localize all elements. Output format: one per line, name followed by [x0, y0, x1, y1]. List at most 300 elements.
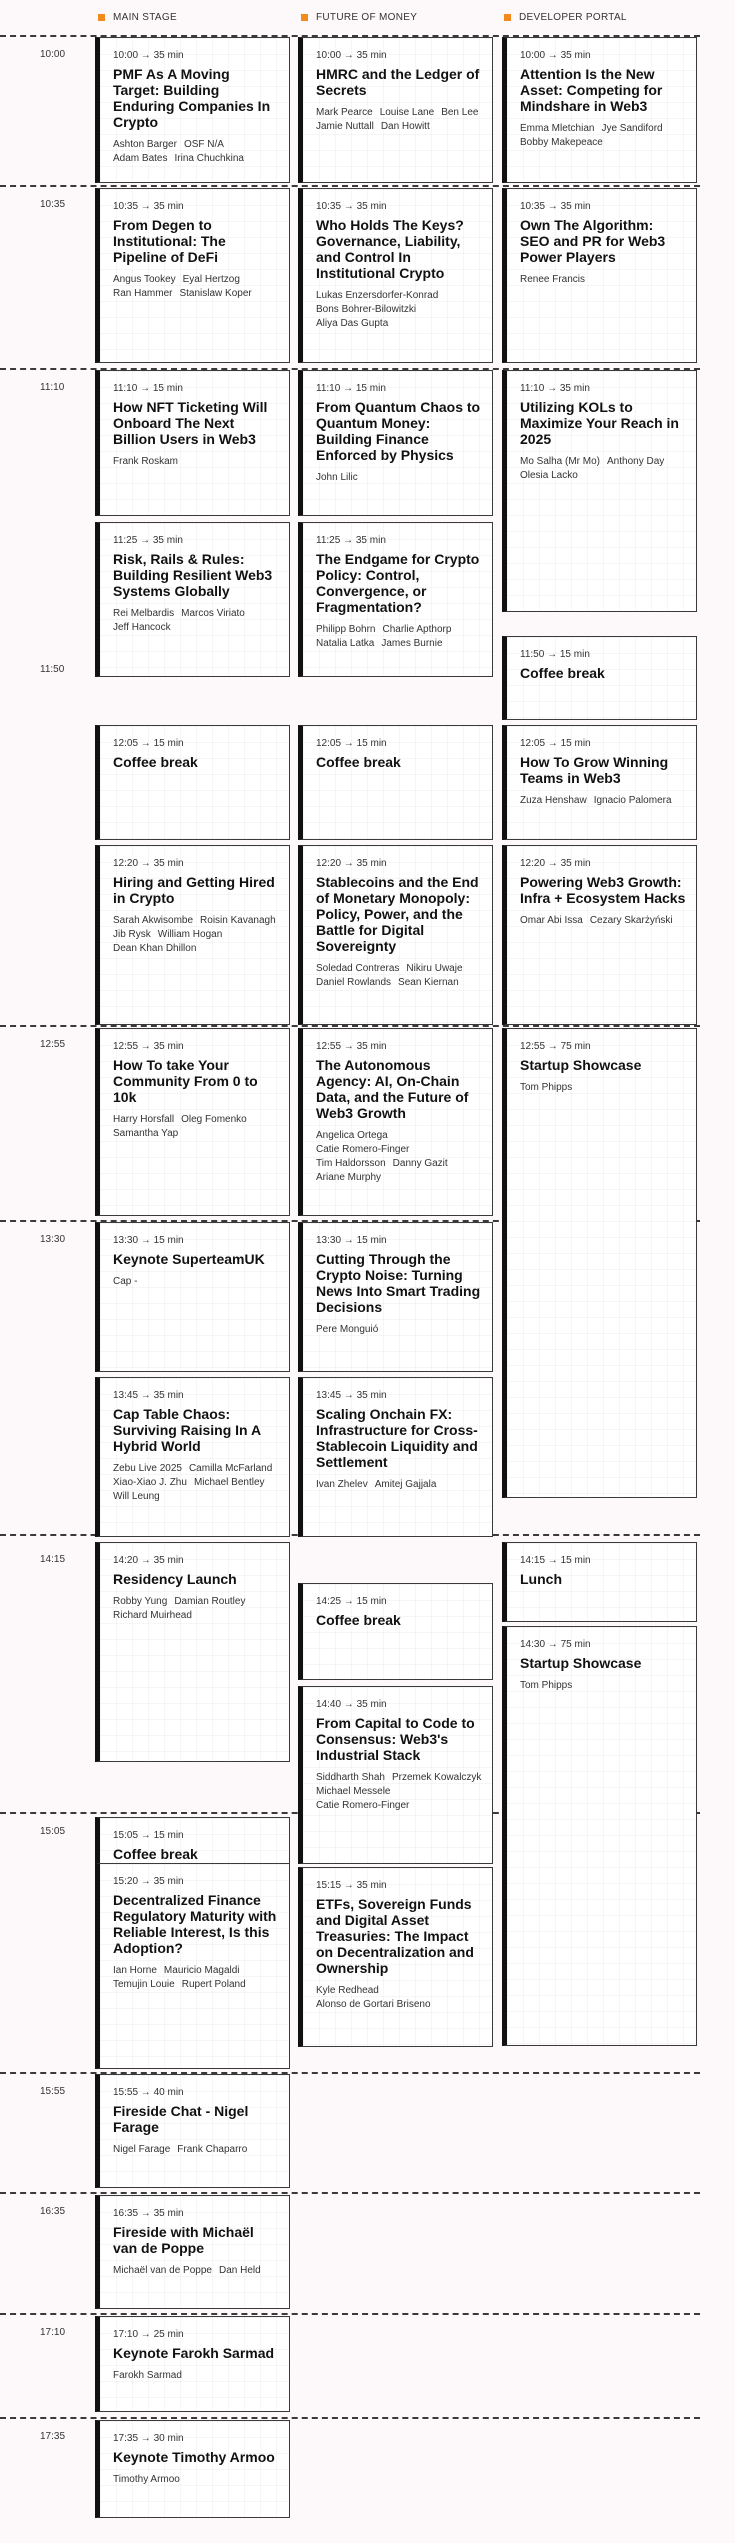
time-label: 15:55 [40, 2086, 66, 2097]
session-card[interactable] [95, 188, 290, 363]
speaker-name[interactable]: Dan Held [218, 2265, 261, 2276]
session-card[interactable] [298, 370, 493, 516]
session-start-time: 11:25 [316, 535, 341, 546]
speaker-name[interactable]: Cezary Skarżyński [589, 915, 673, 926]
speaker-name[interactable]: Tom Phipps [520, 1082, 573, 1093]
session-title[interactable]: Startup Showcase [520, 1057, 642, 1073]
speaker-name[interactable]: Ariane Murphy [316, 1172, 382, 1183]
session-start-time: 12:05 [113, 738, 139, 749]
arrow-icon: → [341, 858, 357, 869]
session-title[interactable]: Cutting Through the Crypto Noise: Turning News Into Smart Trading Decisions [316, 1251, 481, 1315]
speaker-name[interactable]: Catie Romero-Finger [316, 1144, 410, 1155]
session-time-duration [316, 1390, 482, 1401]
arrow-icon: → [545, 858, 561, 869]
speaker-name[interactable]: Philipp Bohrn [316, 624, 376, 635]
session-start-time: 10:35 [113, 201, 139, 212]
speaker-list [113, 607, 279, 635]
session-time-duration [316, 738, 482, 749]
speaker-name[interactable]: Emma Mletchian [520, 123, 595, 134]
session-start-time: 11:10 [316, 383, 341, 394]
time-divider [0, 2417, 700, 2419]
speaker-list [520, 122, 686, 150]
speaker-name[interactable]: Marcos Viriato [181, 608, 245, 619]
speaker-name[interactable]: Danny Gazit [392, 1158, 448, 1169]
session-start-time: 14:25 [316, 1596, 342, 1607]
speaker-name[interactable]: Camilla McFarland [188, 1463, 273, 1474]
speaker-name[interactable]: Soledad Contreras [316, 963, 400, 974]
session-start-time: 10:35 [316, 201, 342, 212]
session-title[interactable]: Decentralized Finance Regulatory Maturity with Reliable Interest, Is this Adoption? [113, 1892, 277, 1956]
session-duration: 15 min [153, 738, 184, 749]
session-start-time: 17:35 [113, 2433, 139, 2444]
session-title[interactable]: How To take Your Community From 0 to 10k [113, 1057, 258, 1105]
session-time-duration [316, 535, 482, 546]
session-card[interactable] [502, 725, 697, 840]
speaker-name[interactable]: Cap - [113, 1276, 138, 1287]
speaker-name[interactable]: Xiao-Xiao J. Zhu [113, 1477, 187, 1488]
session-time-duration [113, 50, 279, 61]
session-time-duration [520, 383, 686, 394]
session-duration: 15 min [153, 1235, 184, 1246]
speaker-list [113, 1964, 279, 1992]
speaker-name[interactable]: Ben Lee [441, 107, 479, 118]
session-card[interactable] [298, 1686, 493, 1864]
speaker-list [316, 1771, 482, 1813]
session-title[interactable]: Coffee break [316, 1612, 401, 1628]
speaker-name[interactable]: Will Leung [113, 1491, 160, 1502]
speaker-name[interactable]: Catie Romero-Finger [316, 1800, 410, 1811]
track-marker-icon [98, 14, 105, 21]
session-card[interactable] [502, 1542, 697, 1622]
session-time-duration [113, 2087, 279, 2098]
speaker-name[interactable]: Tim Haldorsson [316, 1158, 386, 1169]
arrow-icon: → [341, 50, 357, 61]
arrow-icon: → [138, 858, 154, 869]
session-card[interactable] [298, 1583, 493, 1680]
arrow-icon: → [545, 1555, 561, 1566]
session-start-time: 14:15 [520, 1555, 546, 1566]
speaker-name[interactable]: Bons Bohrer-Bilowitzki [316, 304, 417, 315]
session-duration: 40 min [153, 2087, 184, 2098]
session-title[interactable]: From Quantum Chaos to Quantum Money: Building Finance Enforced by Physics [316, 399, 481, 463]
arrow-icon: → [138, 1235, 154, 1246]
arrow-icon: → [340, 535, 356, 546]
session-title[interactable]: Coffee break [113, 1846, 198, 1862]
session-title[interactable]: The Endgame for Crypto Policy: Control, Convergence, or Fragmentation? [316, 551, 480, 615]
session-duration: 35 min [356, 1390, 387, 1401]
session-start-time: 12:20 [113, 858, 139, 869]
speaker-name[interactable]: William Hogan [157, 929, 223, 940]
speaker-name[interactable]: Michael Messele [316, 1786, 391, 1797]
track-label: MAIN STAGE [113, 11, 177, 23]
speaker-name[interactable]: Aliya Das Gupta [316, 318, 389, 329]
session-card[interactable] [298, 188, 493, 363]
arrow-icon: → [138, 2329, 154, 2340]
session-title[interactable]: How NFT Ticketing Will Onboard The Next Billion Users in Web3 [113, 399, 268, 447]
speaker-name[interactable]: Przemek Kowalczyk [391, 1772, 482, 1783]
session-title[interactable]: Keynote SuperteamUK [113, 1251, 265, 1267]
session-title[interactable]: From Capital to Code to Consensus: Web3's Industrial Stack [316, 1715, 475, 1763]
speaker-name[interactable]: Dan Howitt [380, 121, 430, 132]
time-label: 17:35 [40, 2431, 66, 2442]
speaker-name[interactable]: Olesia Lacko [520, 470, 578, 481]
time-label: 10:00 [40, 49, 66, 60]
speaker-name[interactable]: Frank Chaparro [177, 2144, 248, 2155]
speaker-name[interactable]: Mo Salha (Mr Mo) [520, 456, 601, 467]
session-title[interactable]: From Degen to Institutional: The Pipeline of DeFi [113, 217, 226, 265]
session-duration: 75 min [560, 1639, 591, 1650]
time-label: 11:50 [40, 664, 65, 675]
session-duration: 15 min [560, 738, 591, 749]
speaker-name[interactable]: Michaël van de Poppe [113, 2265, 212, 2276]
speaker-name[interactable]: Omar Abi Issa [520, 915, 583, 926]
session-time-duration [520, 1041, 686, 1052]
session-start-time: 14:20 [113, 1555, 139, 1566]
session-duration: 35 min [355, 535, 386, 546]
speaker-name[interactable]: Amitej Gajjala [374, 1479, 437, 1490]
speaker-name[interactable]: Stanislaw Koper [179, 288, 252, 299]
session-start-time: 12:55 [520, 1041, 546, 1052]
speaker-list [316, 106, 482, 134]
speaker-name[interactable]: Richard Muirhead [113, 1610, 192, 1621]
session-start-time: 13:30 [316, 1235, 342, 1246]
speaker-name[interactable]: Mark Pearce [316, 107, 373, 118]
session-duration: 35 min [153, 858, 184, 869]
speaker-name[interactable]: Samantha Yap [113, 1128, 179, 1139]
session-start-time: 12:55 [113, 1041, 139, 1052]
speaker-name[interactable]: Zuza Henshaw [520, 795, 587, 806]
session-title[interactable]: Attention Is the New Asset: Competing for Mindshare in Web3 [520, 66, 663, 114]
session-start-time: 12:20 [520, 858, 546, 869]
session-time-duration [316, 383, 482, 394]
session-card[interactable] [95, 1863, 290, 2069]
speaker-name[interactable]: Farokh Sarmad [113, 2370, 182, 2381]
session-title[interactable]: Lunch [520, 1571, 562, 1587]
arrow-icon: → [138, 1390, 154, 1401]
session-time-duration [520, 50, 686, 61]
session-time-duration [316, 1041, 482, 1052]
speaker-name[interactable]: Oleg Fomenko [181, 1114, 247, 1125]
session-time-duration [113, 2433, 279, 2444]
session-title[interactable]: Keynote Timothy Armoo [113, 2449, 275, 2465]
session-title[interactable]: Fireside with Michaël van de Poppe [113, 2224, 254, 2256]
session-duration: 15 min [356, 1596, 387, 1607]
speaker-name[interactable]: Eyal Hertzog [182, 274, 240, 285]
speaker-list [316, 1984, 482, 2012]
speaker-name[interactable]: Zebu Live 2025 [113, 1463, 182, 1474]
session-card[interactable] [95, 725, 290, 840]
speaker-name[interactable]: Kyle Redhead [316, 1985, 379, 1996]
session-title[interactable]: Fireside Chat - Nigel Farage [113, 2103, 249, 2135]
arrow-icon: → [341, 1880, 357, 1891]
session-start-time: 13:45 [113, 1390, 139, 1401]
speaker-name[interactable]: Mauricio Magaldi [163, 1965, 240, 1976]
session-start-time: 12:55 [316, 1041, 342, 1052]
session-duration: 35 min [560, 50, 591, 61]
session-duration: 15 min [356, 1235, 387, 1246]
speaker-name[interactable]: Louise Lane [379, 107, 435, 118]
session-card[interactable] [298, 725, 493, 840]
speaker-name[interactable]: Pere Monguió [316, 1324, 379, 1335]
speaker-list [113, 1595, 279, 1623]
session-card[interactable] [95, 1028, 290, 1216]
session-title[interactable]: Cap Table Chaos: Surviving Raising In A Hybrid World [113, 1406, 261, 1454]
session-duration: 15 min [560, 1555, 591, 1566]
session-title[interactable]: Own The Algorithm: SEO and PR for Web3 Power Players [520, 217, 666, 265]
time-divider [0, 2313, 700, 2315]
arrow-icon: → [341, 1041, 357, 1052]
session-card[interactable] [502, 37, 697, 183]
session-card[interactable] [298, 1377, 493, 1537]
session-duration: 35 min [559, 383, 590, 394]
speaker-name[interactable]: Alonso de Gortari Briseno [316, 1999, 431, 2010]
session-card[interactable] [502, 188, 697, 363]
session-title[interactable]: Powering Web3 Growth: Infra + Ecosystem Hacks [520, 874, 686, 906]
session-title[interactable]: Startup Showcase [520, 1655, 642, 1671]
speaker-name[interactable]: Renee Francis [520, 274, 586, 285]
speaker-name[interactable]: Damian Routley [174, 1596, 246, 1607]
session-time-duration [113, 1555, 279, 1566]
arrow-icon: → [138, 201, 154, 212]
speaker-name[interactable]: Roisin Kavanagh [200, 915, 276, 926]
session-duration: 15 min [153, 1830, 184, 1841]
session-start-time: 10:00 [316, 50, 342, 61]
track-label: FUTURE OF MONEY [316, 11, 418, 23]
speaker-name[interactable]: Ran Hammer [113, 288, 173, 299]
session-start-time: 10:00 [113, 50, 139, 61]
arrow-icon: → [341, 1235, 357, 1246]
speaker-name[interactable]: Anthony Day [607, 456, 665, 467]
speaker-list [113, 1462, 279, 1504]
speaker-list [316, 962, 482, 990]
speaker-name[interactable]: Charlie Apthorp [382, 624, 452, 635]
speaker-name[interactable]: John Lilic [316, 472, 358, 483]
speaker-name[interactable]: Robby Yung [113, 1596, 168, 1607]
session-card[interactable] [95, 1222, 290, 1372]
session-title[interactable]: Who Holds The Keys? Governance, Liability, and Control In Institutional Crypto [316, 217, 464, 281]
speaker-name[interactable]: Jye Sandiford [601, 123, 663, 134]
session-time-duration [520, 738, 686, 749]
speaker-name[interactable]: Ian Horne [113, 1965, 157, 1976]
arrow-icon: → [544, 383, 560, 394]
session-start-time: 14:40 [316, 1699, 342, 1710]
session-title[interactable]: Residency Launch [113, 1571, 237, 1587]
speaker-name[interactable]: Natalia Latka [316, 638, 375, 649]
session-card[interactable] [95, 2195, 290, 2309]
session-card[interactable] [95, 2420, 290, 2518]
session-time-duration [520, 649, 686, 660]
speaker-name[interactable]: Harry Horsfall [113, 1114, 175, 1125]
session-card[interactable] [95, 37, 290, 183]
session-duration: 35 min [153, 1555, 184, 1566]
speaker-list [316, 1129, 482, 1185]
speaker-name[interactable]: Michael Bentley [193, 1477, 265, 1488]
time-label: 16:35 [40, 2206, 66, 2217]
session-time-duration [316, 1880, 482, 1891]
session-title[interactable]: The Autonomous Agency: AI, On-Chain Data, and the Future of Web3 Growth [316, 1057, 469, 1121]
session-duration: 35 min [153, 1390, 184, 1401]
speaker-list [113, 2369, 279, 2383]
session-card[interactable] [95, 370, 290, 516]
speaker-name[interactable]: Tom Phipps [520, 1680, 573, 1691]
session-card[interactable] [502, 845, 697, 1025]
session-time-duration [520, 858, 686, 869]
session-title[interactable]: Coffee break [113, 754, 198, 770]
speaker-name[interactable]: Temujin Louie [113, 1979, 175, 1990]
speaker-name[interactable]: Jeff Hancock [113, 622, 171, 633]
speaker-name[interactable]: Dean Khan Dhillon [113, 943, 197, 954]
speaker-name[interactable]: Angelica Ortega [316, 1130, 388, 1141]
session-duration: 30 min [153, 2433, 184, 2444]
speaker-name[interactable]: Ashton Barger [113, 139, 177, 150]
time-label: 13:30 [40, 1234, 66, 1245]
session-time-duration [113, 858, 279, 869]
arrow-icon: → [138, 1830, 154, 1841]
session-duration: 35 min [153, 2208, 184, 2219]
speaker-name[interactable]: Jamie Nuttall [316, 121, 374, 132]
session-card[interactable] [95, 2316, 290, 2412]
session-time-duration [316, 1699, 482, 1710]
session-card[interactable] [298, 37, 493, 183]
time-label: 14:15 [40, 1554, 66, 1565]
speaker-name[interactable]: Ignacio Palomera [593, 795, 672, 806]
speaker-list [520, 1679, 686, 1693]
session-title[interactable]: Risk, Rails & Rules: Building Resilient Web3 Systems Globally [113, 551, 273, 599]
session-duration: 15 min [152, 383, 183, 394]
speaker-list [113, 273, 279, 301]
speaker-list [113, 1113, 279, 1141]
arrow-icon: → [341, 1596, 357, 1607]
session-duration: 35 min [152, 535, 183, 546]
session-title[interactable]: Scaling Onchain FX: Infrastructure for Cross-Stablecoin Liquidity and Settlement [316, 1406, 478, 1470]
speaker-name[interactable]: Daniel Rowlands [316, 977, 392, 988]
session-card[interactable] [298, 1867, 493, 2047]
speaker-list [113, 2264, 279, 2278]
speaker-name[interactable]: Bobby Makepeace [520, 137, 603, 148]
session-start-time: 11:25 [113, 535, 138, 546]
speaker-name[interactable]: Nikiru Uwaje [406, 963, 463, 974]
arrow-icon: → [138, 1876, 154, 1887]
session-title[interactable]: Hiring and Getting Hired in Crypto [113, 874, 275, 906]
session-card[interactable] [95, 2074, 290, 2188]
session-start-time: 10:00 [520, 50, 546, 61]
speaker-name[interactable]: Rei Melbardis [113, 608, 175, 619]
arrow-icon: → [545, 50, 561, 61]
session-card[interactable] [95, 1377, 290, 1537]
speaker-name[interactable]: Siddharth Shah [316, 1772, 385, 1783]
speaker-name[interactable]: Lukas Enzersdorfer-Konrad [316, 290, 439, 301]
session-start-time: 10:35 [520, 201, 546, 212]
arrow-icon: → [138, 2433, 154, 2444]
session-title[interactable]: Utilizing KOLs to Maximize Your Reach in 2025 [520, 399, 679, 447]
time-label: 12:55 [40, 1039, 66, 1050]
speaker-name[interactable]: Nigel Farage [113, 2144, 171, 2155]
session-card[interactable] [298, 1222, 493, 1372]
time-divider [0, 185, 700, 187]
speaker-name[interactable]: Rupert Poland [181, 1979, 246, 1990]
track-label: DEVELOPER PORTAL [519, 11, 627, 23]
session-start-time: 15:20 [113, 1876, 139, 1887]
session-time-duration [316, 1596, 482, 1607]
session-card[interactable] [95, 845, 290, 1025]
session-duration: 35 min [153, 1876, 184, 1887]
speaker-name[interactable]: Sarah Akwisombe [113, 915, 194, 926]
speaker-list [316, 289, 482, 331]
session-time-duration [113, 1876, 279, 1887]
session-start-time: 11:10 [520, 383, 545, 394]
session-card[interactable] [502, 370, 697, 612]
session-card[interactable] [502, 636, 697, 720]
arrow-icon: → [341, 1699, 357, 1710]
session-title[interactable]: ETFs, Sovereign Funds and Digital Asset Treasuries: The Impact on Decentralization and Ownership [316, 1896, 474, 1976]
session-duration: 35 min [560, 858, 591, 869]
session-time-duration [113, 383, 279, 394]
speaker-name[interactable]: Frank Roskam [113, 456, 179, 467]
session-time-duration [113, 1830, 279, 1841]
speaker-list [113, 1275, 279, 1289]
time-divider [0, 2192, 700, 2194]
arrow-icon: → [544, 649, 560, 660]
arrow-icon: → [137, 383, 153, 394]
arrow-icon: → [138, 1041, 154, 1052]
session-card[interactable] [298, 522, 493, 677]
speaker-name[interactable]: OSF N/A [183, 139, 224, 150]
session-time-duration [520, 1555, 686, 1566]
session-start-time: 15:05 [113, 1830, 139, 1841]
session-duration: 35 min [356, 50, 387, 61]
speaker-name[interactable]: James Burnie [381, 638, 443, 649]
speaker-name[interactable]: Irina Chuchkina [174, 153, 244, 164]
session-title[interactable]: Stablecoins and the End of Monetary Monopoly: Policy, Power, and the Battle for Digital Sovereignty [316, 874, 479, 954]
speaker-name[interactable]: Timothy Armoo [113, 2474, 180, 2485]
session-card[interactable] [95, 522, 290, 677]
session-duration: 15 min [355, 383, 386, 394]
arrow-icon: → [137, 535, 153, 546]
session-duration: 35 min [153, 50, 184, 61]
speaker-name[interactable]: Adam Bates [113, 153, 168, 164]
session-card[interactable] [298, 845, 493, 1025]
session-title[interactable]: Coffee break [316, 754, 401, 770]
speaker-name[interactable]: Jib Rysk [113, 929, 151, 940]
speaker-name[interactable]: Sean Kiernan [398, 977, 459, 988]
session-title[interactable]: Keynote Farokh Sarmad [113, 2345, 275, 2361]
session-time-duration [113, 201, 279, 212]
track-header-main-stage [98, 10, 177, 24]
speaker-name[interactable]: Ivan Zhelev [316, 1479, 368, 1490]
session-card[interactable] [502, 1626, 697, 2046]
session-duration: 75 min [560, 1041, 591, 1052]
track-header-future-of-money [301, 10, 417, 24]
arrow-icon: → [138, 2087, 154, 2098]
time-label: 17:10 [40, 2327, 66, 2338]
arrow-icon: → [545, 1041, 561, 1052]
session-duration: 35 min [356, 858, 387, 869]
session-title[interactable]: PMF As A Moving Target: Building Enduring Companies In Crypto [113, 66, 271, 130]
session-time-duration [113, 2208, 279, 2219]
session-time-duration [113, 1041, 279, 1052]
session-start-time: 16:35 [113, 2208, 139, 2219]
session-time-duration [113, 1390, 279, 1401]
speaker-name[interactable]: Angus Tookey [113, 274, 176, 285]
session-card[interactable] [298, 1028, 493, 1216]
session-card[interactable] [95, 1542, 290, 1762]
session-title[interactable]: HMRC and the Ledger of Secrets [316, 66, 480, 98]
session-title[interactable]: Coffee break [520, 665, 605, 681]
session-title[interactable]: How To Grow Winning Teams in Web3 [520, 754, 669, 786]
session-start-time: 17:10 [113, 2329, 139, 2340]
arrow-icon: → [341, 201, 357, 212]
session-card[interactable] [502, 1028, 697, 1498]
